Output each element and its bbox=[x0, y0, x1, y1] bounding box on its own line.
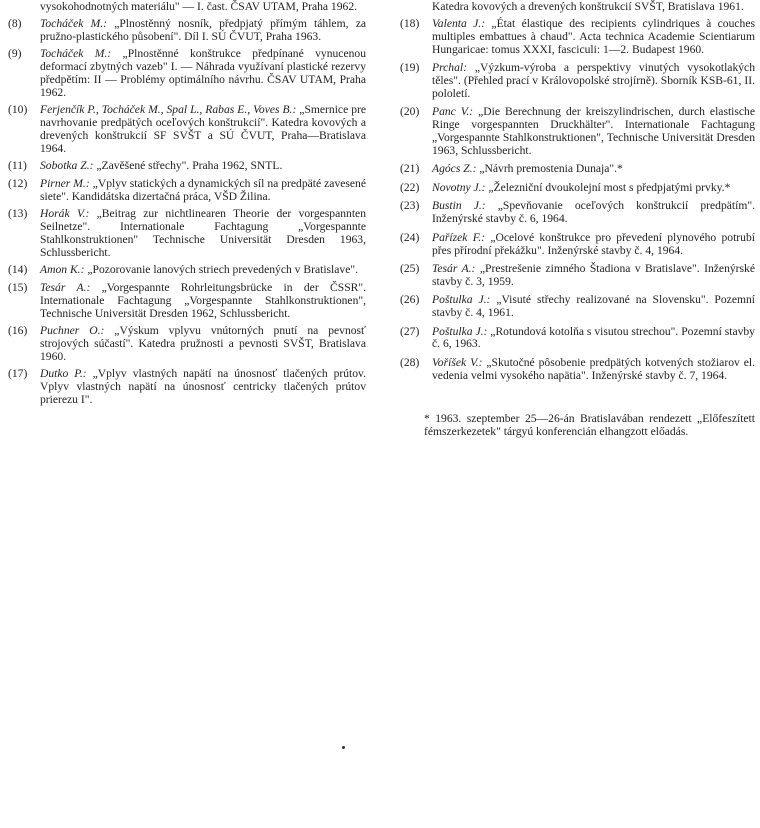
reference-number: (19) bbox=[400, 61, 420, 75]
reference-text: „Skutočné pôsobenie predpätých kotvených stožiarov el. vedenia velmi vysokého napätia". Inženýrské stavby č. 7, 1964. bbox=[432, 355, 755, 382]
reference-text: „Pozorovanie lanových striech prevedených v Bratislave". bbox=[84, 263, 358, 277]
reference-number: (25) bbox=[400, 261, 420, 275]
left-column bbox=[6, 1, 366, 411]
reference-text: „Plnostěnný nosník, předpjatý přímým táhlem, za pružno-plastického působení". Díl I. SÚ ČVUT, Praha 1963. bbox=[40, 16, 366, 43]
reference-entry bbox=[398, 163, 755, 176]
reference-author: Voříšek V.: bbox=[432, 355, 483, 369]
reference-text: „Zavěšené střechy". Praha 1962, SNTL. bbox=[93, 159, 283, 173]
reference-author: Sobotka Z.: bbox=[40, 159, 94, 173]
reference-text: „Vplyv vlastných napätí na únosnosť tlačených prútov. Vplyv vlastných napätí na únosnosť centricky tlačených prútov prierezu I". bbox=[40, 367, 366, 406]
reference-text: „Výskum vplyvu vnútorných pnutí na pevnosť strojových súčastí". Katedra pružnosti a pevnosti SVŠT, Bratislava 1960. bbox=[40, 323, 367, 363]
reference-entry bbox=[6, 178, 366, 204]
reference-entry bbox=[6, 48, 366, 100]
reference-number: (22) bbox=[400, 180, 420, 194]
footnote: * 1963. szeptember 25—26-án Bratislavában rendezett „Előfeszített fémszerkezetek" tárgyú konferencián elhangzott előadás. bbox=[424, 411, 755, 438]
reference-number: (27) bbox=[400, 324, 420, 338]
reference-entry bbox=[6, 325, 366, 364]
reference-text: „Ocelové konštrukce pro převedení plynového potrubí přes přírodní překážku". Inženýrské stavby č. 4, 1964. bbox=[432, 230, 755, 257]
reference-author: Puchner O.: bbox=[40, 323, 105, 337]
reference-number: (26) bbox=[400, 293, 420, 307]
reference-entry bbox=[6, 368, 366, 407]
reference-list-left bbox=[6, 18, 366, 407]
reference-entry bbox=[398, 200, 755, 226]
reference-author: Amon K.: bbox=[40, 263, 85, 277]
reference-number: (23) bbox=[400, 199, 420, 213]
reference-author: Horák V.: bbox=[40, 207, 90, 221]
reference-text: „Spevňovanie oceľových konštrukcií predpätím". Inženýrské stavby č. 6, 1964. bbox=[432, 199, 756, 226]
reference-entry bbox=[398, 182, 755, 195]
reference-entry bbox=[6, 104, 366, 156]
right-column bbox=[398, 1, 755, 438]
reference-entry bbox=[398, 62, 755, 101]
reference-text: „Prestrešenie zimného Štadiona v Bratislave". Inženýrské stavby č. 3, 1959. bbox=[432, 261, 755, 288]
reference-author: Tesár A.: bbox=[432, 261, 476, 275]
reference-author: Agócs Z.: bbox=[432, 162, 477, 176]
reference-author: Valenta J.: bbox=[432, 16, 486, 30]
reference-author: Novotny J.: bbox=[432, 180, 486, 194]
reference-entry bbox=[6, 160, 366, 173]
reference-entry bbox=[398, 18, 755, 57]
reference-text: „Vplyv statických a dynamických síl na predpäté zavesené siete". Kandidátska dizertačná práca, VŠD Žilina. bbox=[40, 176, 366, 203]
reference-entry bbox=[398, 232, 755, 258]
reference-author: Dutko P.: bbox=[40, 367, 87, 381]
reference-number: (15) bbox=[8, 280, 28, 294]
reference-author: Tocháček M.: bbox=[40, 16, 107, 30]
reference-author: Panc V.: bbox=[432, 105, 474, 119]
reference-entry bbox=[398, 263, 755, 289]
reference-author: Poštulka J.: bbox=[432, 324, 488, 338]
reference-entry bbox=[398, 326, 755, 352]
reference-text: „Výzkum-výroba a perspektivy vinutých vysokotlakých těles". (Přehled prací v Královopolské strojírně). Sborník KSB-61, II. pololetí. bbox=[432, 61, 755, 100]
reference-number: (17) bbox=[8, 367, 28, 381]
reference-entry bbox=[6, 208, 366, 260]
reference-author: Pirner M.: bbox=[40, 176, 90, 190]
reference-text: „Smernice pre navrhovanie predpätých oceľových konštrukcií". Katedra kovových a drevených konštrukcií SF SVŠT a SÚ ČVUT, Praha—Bratislava 1964. bbox=[40, 103, 367, 156]
reference-number: (16) bbox=[8, 323, 28, 337]
reference-number: (13) bbox=[8, 207, 28, 221]
reference-number: (10) bbox=[8, 103, 28, 117]
reference-continuation: Katedra kovových a drevených konštrukcií SVŠT, Bratislava 1961. bbox=[432, 0, 744, 13]
reference-text: „Návrh premostenia Dunaja".* bbox=[476, 162, 623, 176]
reference-entry bbox=[398, 294, 755, 320]
reference-entry bbox=[6, 282, 366, 321]
reference-number: (21) bbox=[400, 162, 420, 176]
reference-number: (28) bbox=[400, 355, 420, 369]
reference-text: „Železniční dvoukolejní most s předpjatými prvky.* bbox=[485, 180, 731, 194]
reference-continuation: vysokohodnotných materiálu" — I. čast. ČSAV UTAM, Praha 1962. bbox=[40, 0, 358, 13]
reference-text: „Beitrag zur nichtlinearen Theorie der vorgespannten Seilnetze". Internationale Fachtagung „Vorgespannte Stahlkonstruktionen" Technische Universität Dresden 1963, Schlussbericht. bbox=[40, 207, 366, 259]
reference-number: (12) bbox=[8, 176, 28, 190]
reference-entry bbox=[398, 106, 755, 158]
reference-entry bbox=[6, 264, 366, 277]
reference-number: (9) bbox=[8, 47, 22, 61]
reference-number: (8) bbox=[8, 16, 22, 30]
reference-text: „Die Berechnung der kreiszylindrischen, durch elastische Ringe vorgespannten Druckhälter". Internationale Fachtagung „Vorgespannte Stahlkonstruktionen", Technische Universität Dresden 1963, Schlussbericht. bbox=[432, 105, 755, 158]
reference-author: Prchal: bbox=[432, 61, 467, 75]
reference-author: Bustin J.: bbox=[432, 199, 486, 213]
reference-number: (20) bbox=[400, 105, 420, 119]
reference-number: (14) bbox=[8, 263, 28, 277]
reference-text: „Rotundová kotolňa s visutou strechou". Pozemní stavby č. 6, 1963. bbox=[432, 324, 755, 351]
reference-text: „Visuté střechy realizované na Slovensku". Pozemní stavby č. 4, 1961. bbox=[432, 293, 755, 320]
reference-number: (18) bbox=[400, 16, 420, 30]
reference-author: Poštulka J.: bbox=[432, 293, 491, 307]
reference-number: (11) bbox=[8, 159, 27, 173]
reference-entry bbox=[398, 357, 755, 383]
reference-text: „Plnostěnné konštrukce předpínané vynucenou deformací zbytných vazeb" I. — Náhrada využívaní plastické rezervy předpětím: II — Problémy optimálního návrhu. ČSAV UTAM, Praha 1962. bbox=[40, 47, 366, 99]
reference-list-right bbox=[398, 18, 755, 383]
reference-text: „État élastique des recipients cylindriques à couches multiples embattues à chaud". Acta technica Academie Scientiarum Hungaricae: tomus XXXI, fasciculi: 1—2. Budapest 1960. bbox=[432, 16, 755, 56]
reference-entry bbox=[6, 18, 366, 44]
reference-author: Tocháček M.: bbox=[40, 47, 112, 61]
reference-author: Tesár A.: bbox=[40, 280, 91, 294]
reference-text: „Vorgespannte Rohrleitungsbrücke in der ČSSR". Internationale Fachtagung „Vorgespannte Stahlkonstruktionen", Technische Universität Dresden 1962, Schlussbericht. bbox=[40, 280, 366, 320]
reference-number: (24) bbox=[400, 230, 420, 244]
print-speck bbox=[342, 746, 345, 749]
reference-author: Ferjenčík P., Tocháček M., Spal L., Rabas E., Voves B.: bbox=[40, 103, 297, 117]
reference-author: Pařízek F.: bbox=[432, 230, 486, 244]
